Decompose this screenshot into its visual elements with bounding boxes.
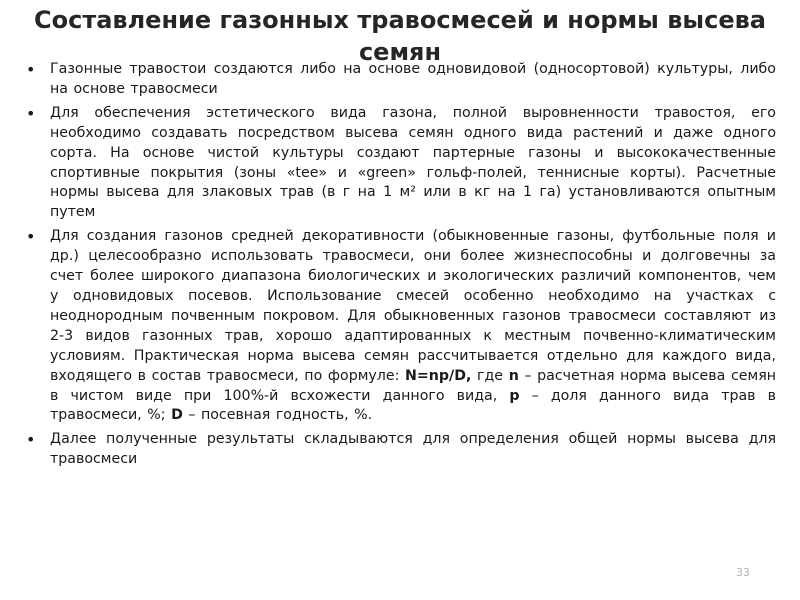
formula-var-d: D — [171, 407, 183, 424]
bullet-text: Газонные травостои создаются либо на основе одновидовой (односортовой) культуры, либо на основе травосмеси — [50, 61, 776, 97]
bullet-text: Далее полученные результаты складываются для определения общей нормы высева для травосмеси — [50, 431, 776, 468]
formula-d-description: – посевная годность, %. — [182, 407, 373, 424]
formula-p-description: – доля данного вида трав в травосмеси, %; — [50, 387, 777, 424]
formula-where: где — [471, 367, 509, 384]
formula-var-n: n — [508, 367, 519, 384]
slide-title: Составление газонных травосмесей и нормы высева семян — [33, 6, 766, 66]
bullet-item — [22, 430, 776, 470]
bullet-list — [22, 60, 776, 474]
bullet-item — [22, 104, 776, 223]
bullet-text: Для обеспечения эстетического вида газона, полной выровненности травостоя, его необходимо создавать посредством высева семян одного вида растений и даже одного сорта. На основе чистой культуры создают партерные газоны и высококачественные спортивные покрытия (зоны «tee» и «green» гольф-полей, теннисные корты). Расчетные нормы высева для злаковых трав (в г на 1 м² или в кг на 1 га) установливаются опытным путем — [50, 104, 776, 221]
formula-n-description: – расчетная норма высева семян в чистом виде при 100%-й всхожести данного вида, — [50, 367, 777, 404]
slide-number: 33 — [736, 566, 750, 579]
bullet-item — [22, 60, 776, 100]
formula-var-p: р — [509, 387, 520, 404]
bullet-text: Для создания газонов средней декоративности (обыкновенные газоны, футбольные поля и др.) целесообразно использовать травосмеси, они более жизнеспособны и долговечны за счет более широкого диапазона биологических и экологических различий компонентов, чем у одновидовых посевов. Использование смесей особенно необходимо на участках с неоднородным почвенным покровом. Для обыкновенных газонов травосмеси составляют из 2-3 видов газонных трав, хорошо адаптированных к местным почвенно-климатическим условиям. Практическая норма высева семян рассчитывается отдельно для каждого вида, входящего в состав травосмеси, по формуле: — [50, 228, 776, 384]
bullet-item — [22, 227, 776, 426]
formula: N=np/D, — [405, 367, 472, 384]
